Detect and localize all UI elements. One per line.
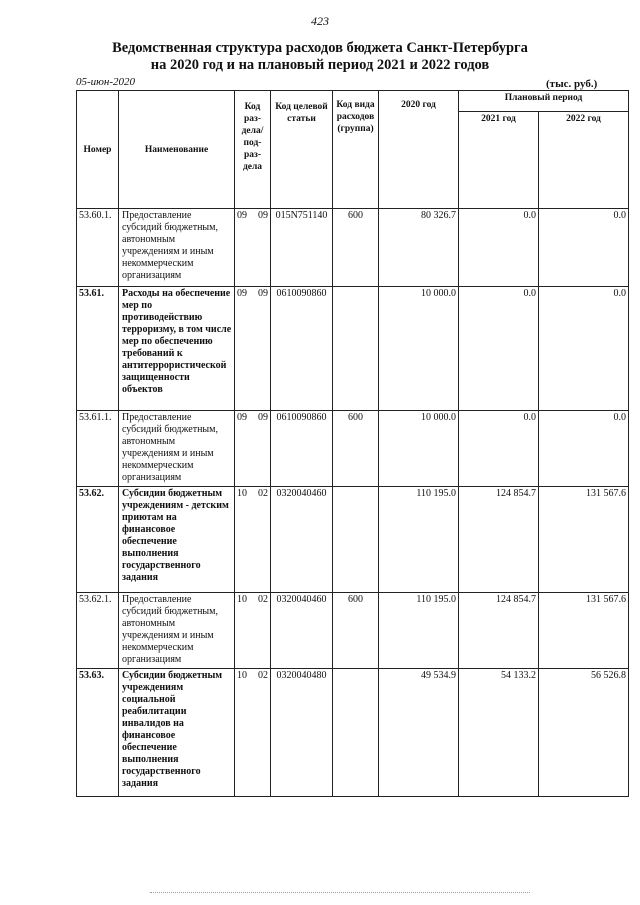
row-expense-type: 600 [333,209,379,287]
header-section-code: Код раз-дела/ под-раз-дела [235,91,271,209]
header-year-2022: 2022 год [539,112,629,209]
document-date: 05-июн-2020 [76,76,136,88]
header-year-2020: 2020 год [379,91,459,209]
row-value-2020: 110 195.0 [379,487,459,593]
row-expense-type: 600 [333,411,379,487]
header-year-2021: 2021 год [459,112,539,209]
row-section-code-part: 10 [237,488,247,499]
row-value-2022: 56 526.8 [539,669,629,797]
row-section-code [235,411,271,487]
row-subsection-code-part: 02 [258,488,268,499]
table-row [77,287,629,411]
row-number: 53.63. [77,669,119,797]
title-line-1: Ведомственная структура расходов бюджета Санкт-Петербурга [112,40,528,56]
row-number: 53.60.1. [77,209,119,287]
header-target-code: Код целевой статьи [271,91,333,209]
row-expense-type: 600 [333,593,379,669]
row-section-code-part: 10 [237,594,247,605]
row-value-2020: 49 534.9 [379,669,459,797]
row-section-code-part: 09 [237,210,247,221]
row-target-code: 0320040480 [271,669,333,797]
header-name: Наименование [119,91,235,209]
row-section-code-part: 09 [237,412,247,423]
table-row [77,209,629,287]
row-name: Предоставление субсидий бюджетным, автономным учреждениям и иным некоммерческим организациям [119,411,235,487]
row-number: 53.61.1. [77,411,119,487]
row-expense-type [333,287,379,411]
header-number: Номер [77,91,119,209]
row-value-2020: 10 000.0 [379,411,459,487]
row-section-code [235,287,271,411]
table-row [77,411,629,487]
table-row [77,593,629,669]
row-section-code [235,593,271,669]
row-name: Предоставление субсидий бюджетным, автономным учреждениям и иным некоммерческим организациям [119,209,235,287]
units-label: (тыс. руб.) [546,78,598,90]
row-section-code-part: 09 [237,288,247,299]
row-target-code: 0320040460 [271,487,333,593]
row-subsection-code-part: 09 [258,412,268,423]
row-target-code: 0320040460 [271,593,333,669]
row-expense-type [333,669,379,797]
row-section-code [235,487,271,593]
row-value-2022: 131 567.6 [539,593,629,669]
row-value-2020: 10 000.0 [379,287,459,411]
row-expense-type [333,487,379,593]
row-target-code: 015N751140 [271,209,333,287]
row-number: 53.62. [77,487,119,593]
row-section-code [235,669,271,797]
row-value-2020: 110 195.0 [379,593,459,669]
row-value-2022: 0.0 [539,411,629,487]
row-name: Субсидии бюджетным учреждениям - детским приютам на финансовое обеспечение выполнения государственного задания [119,487,235,593]
row-subsection-code-part: 02 [258,670,268,681]
row-value-2021: 0.0 [459,287,539,411]
page-number: 423 [311,14,329,28]
row-number: 53.62.1. [77,593,119,669]
page-title [0,40,640,74]
row-section-code [235,209,271,287]
header-expense-type-code: Код вида расходов (группа) [333,91,379,209]
row-number: 53.61. [77,287,119,411]
row-value-2021: 124 854.7 [459,487,539,593]
row-value-2021: 124 854.7 [459,593,539,669]
table-row [77,487,629,593]
row-section-code-part: 10 [237,670,247,681]
row-value-2022: 0.0 [539,209,629,287]
table-row [77,669,629,797]
row-name: Расходы на обеспечение мер по противодействию терроризму, в том числе мер по обеспечению требований к антитеррористической защищенности объектов [119,287,235,411]
header-planned-period: Плановый период [459,91,629,112]
row-name: Субсидии бюджетным учреждениям социальной реабилитации инвалидов на финансовое обеспечение выполнения государственного задания [119,669,235,797]
row-value-2020: 80 326.7 [379,209,459,287]
row-value-2021: 54 133.2 [459,669,539,797]
title-line-2: на 2020 год и на плановый период 2021 и 2022 годов [150,57,490,73]
row-value-2021: 0.0 [459,209,539,287]
row-value-2022: 131 567.6 [539,487,629,593]
row-target-code: 0610090860 [271,411,333,487]
row-target-code: 0610090860 [271,287,333,411]
row-name: Предоставление субсидий бюджетным, автономным учреждениям и иным некоммерческим организациям [119,593,235,669]
row-value-2021: 0.0 [459,411,539,487]
budget-table [76,90,629,797]
row-value-2022: 0.0 [539,287,629,411]
row-subsection-code-part: 02 [258,594,268,605]
footer-line [150,892,530,896]
row-subsection-code-part: 09 [258,210,268,221]
row-subsection-code-part: 09 [258,288,268,299]
